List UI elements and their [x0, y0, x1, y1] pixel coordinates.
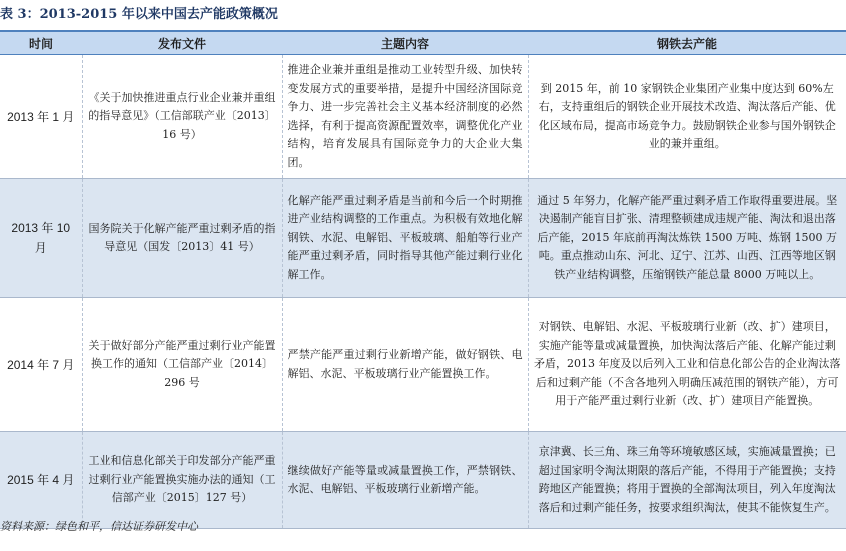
cell-steel: 京津冀、长三角、珠三角等环境敏感区域，实施减量置换；已超过国家明令淘汰期限的落后产能，不得用于产能置换；支持跨地区产能置换；将用于置换的全部淘汰项目，列入年度淘汰落后和过剩产能任务，按要求组织淘汰，使其不能恢复生产。 — [528, 432, 846, 529]
cell-steel: 对钢铁、电解铝、水泥、平板玻璃行业新（改、扩）建项目，实施产能等量或减量置换，加快淘汰落后产能、化解产能过剩矛盾，2013 年度及以后列入工业和信息化部公告的企业淘汰落后和过剩产能（不含各地列入明确压减范围的钢铁产能），方可用于产能严重过剩行业新（改、扩）建项目产能置换。 — [528, 298, 846, 432]
cell-time: 2013 年 10 月 — [0, 179, 82, 298]
cell-document: 《关于加快推进重点行业企业兼并重组的指导意见》（工信部联产业〔2013〕16 号） — [82, 55, 282, 179]
table-row — [0, 55, 846, 179]
header-document: 发布文件 — [82, 31, 282, 55]
cell-time: 2013 年 1 月 — [0, 55, 82, 179]
table-row — [0, 432, 846, 529]
cell-time: 2014 年 7 月 — [0, 298, 82, 432]
cell-content: 化解产能严重过剩矛盾是当前和今后一个时期推进产业结构调整的工作重点。为积极有效地化解钢铁、水泥、电解铝、平板玻璃、船舶等行业产能严重过剩矛盾，同时指导其他产能过剩行业化解工作。 — [282, 179, 528, 298]
header-content: 主题内容 — [282, 31, 528, 55]
policy-table — [0, 30, 846, 529]
cell-time: 2015 年 4 月 — [0, 432, 82, 529]
cell-document: 国务院关于化解产能严重过剩矛盾的指导意见（国发〔2013〕41 号） — [82, 179, 282, 298]
cell-document: 工业和信息化部关于印发部分产能严重过剩行业产能置换实施办法的通知（工信部产业〔2015〕127 号） — [82, 432, 282, 529]
cell-content: 严禁产能严重过剩行业新增产能，做好钢铁、电解铝、水泥、平板玻璃行业产能置换工作。 — [282, 298, 528, 432]
header-time: 时间 — [0, 31, 82, 55]
source-note: 资料来源：绿色和平，信达证券研发中心 — [0, 520, 198, 533]
header-steel: 钢铁去产能 — [528, 31, 846, 55]
table-row — [0, 298, 846, 432]
cell-steel: 到 2015 年，前 10 家钢铁企业集团产业集中度达到 60%左右，支持重组后的钢铁企业开展技术改造、淘汰落后产能、优化区域布局，提高市场竞争力。鼓励钢铁企业参与国外钢铁企业的兼并重组。 — [528, 55, 846, 179]
cell-content: 继续做好产能等量或减量置换工作，严禁钢铁、水泥、电解铝、平板玻璃行业新增产能。 — [282, 432, 528, 529]
policy-table-container — [0, 30, 846, 529]
cell-content: 推进企业兼并重组是推动工业转型升级、加快转变发展方式的重要举措，是提升中国经济国际竞争力、进一步完善社会主义基本经济制度的必然选择，有利于提高资源配置效率，调整优化产业结构，培育发展具有国际竞争力的大企业大集团。 — [282, 55, 528, 179]
cell-document: 关于做好部分产能严重过剩行业产能置换工作的通知（工信部产业〔2014〕296 号 — [82, 298, 282, 432]
header-row — [0, 31, 846, 55]
table-header — [0, 31, 846, 55]
table-row — [0, 179, 846, 298]
table-body — [0, 55, 846, 529]
table-title: 表 3：2013-2015 年以来中国去产能政策概况 — [0, 7, 278, 22]
cell-steel: 通过 5 年努力，化解产能严重过剩矛盾工作取得重要进展。坚决遏制产能盲目扩张、清理整顿建成违规产能、淘汰和退出落后产能，2015 年底前再淘汰炼铁 1500 万吨、炼钢 1500 万吨。重点推动山东、河北、辽宁、江苏、山西、江西等地区钢铁产业结构调整，压缩钢铁产能总量 8000 万吨以上。 — [528, 179, 846, 298]
